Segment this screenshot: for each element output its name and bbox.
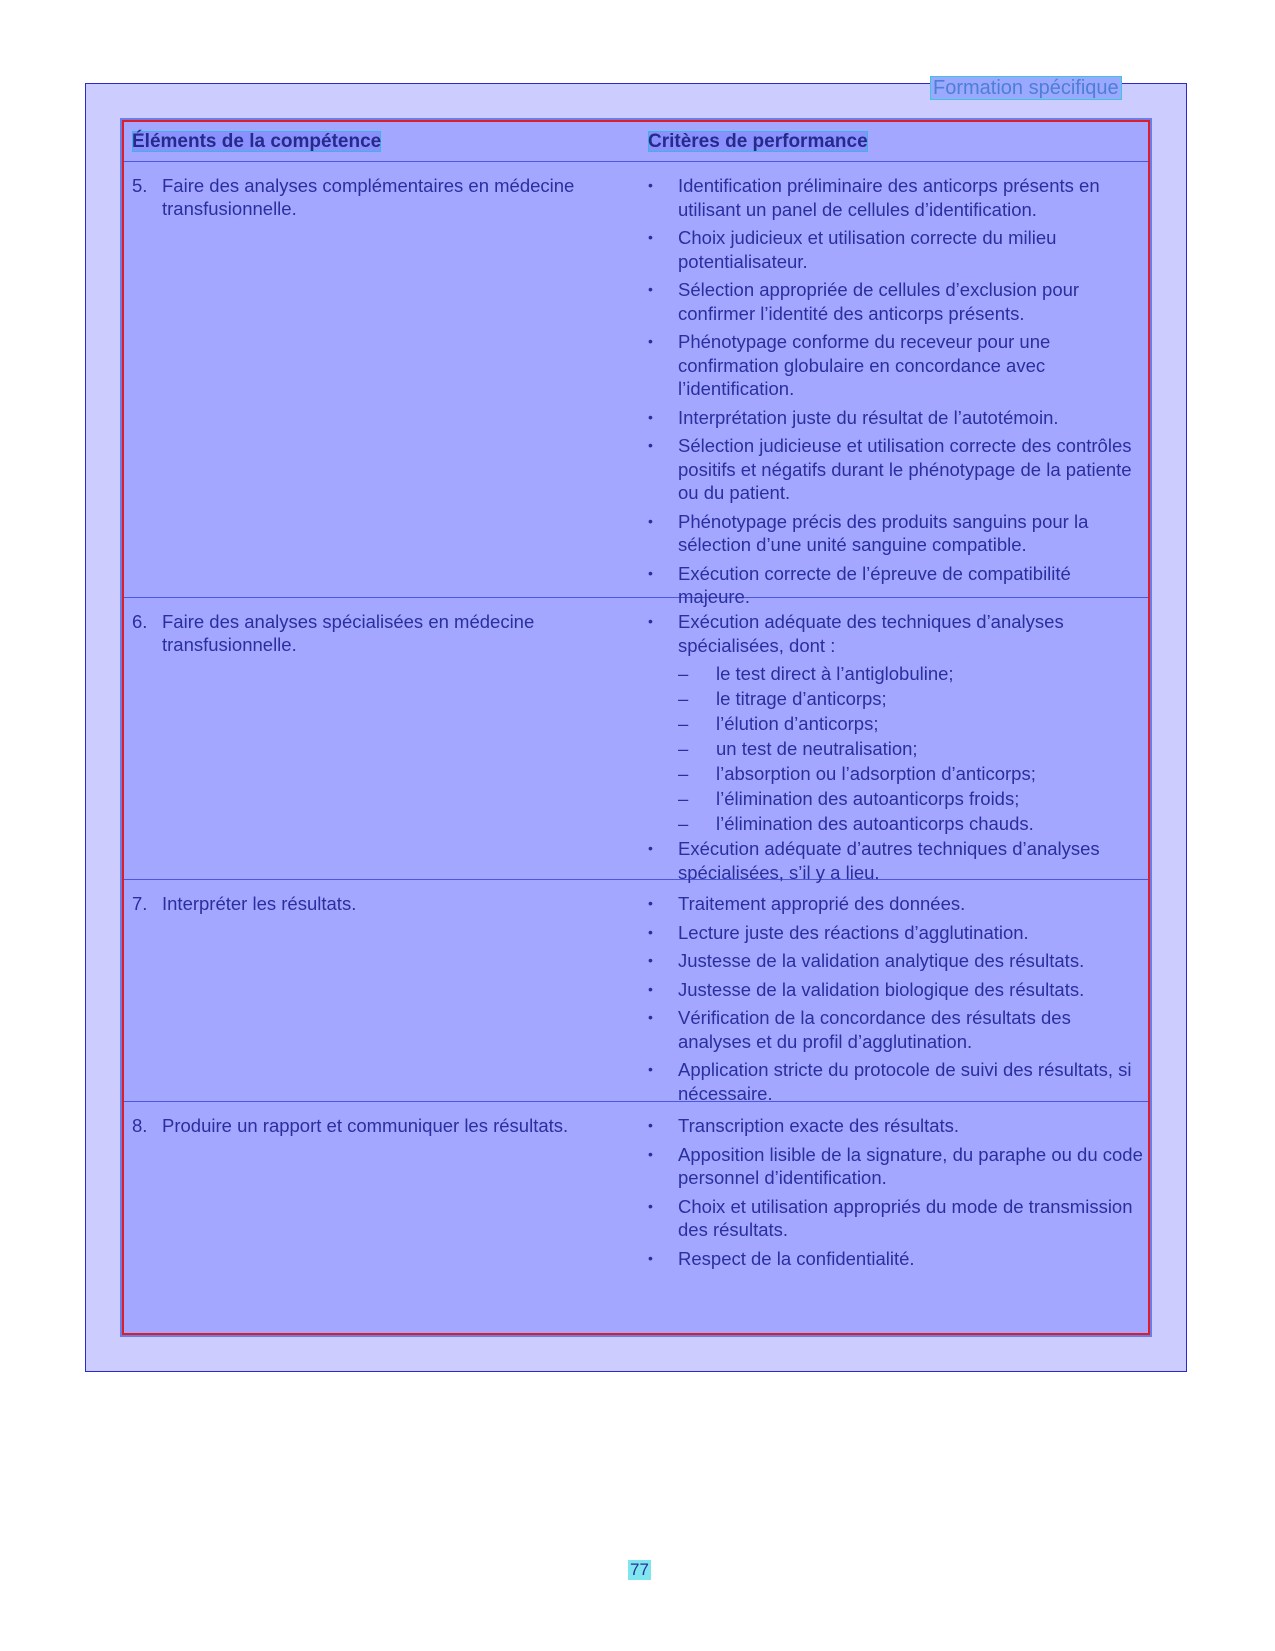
criterion-text: Apposition lisible de la signature, du paraphe ou du code personnel d’identification. <box>678 1143 1143 1188</box>
criterion-text: Lecture juste des réactions d’agglutination. <box>678 921 1029 943</box>
bullet-marker: • <box>648 512 653 529</box>
column-header-criteria: Critères de performance <box>648 131 868 152</box>
bullet-marker: • <box>648 1197 653 1214</box>
element-number: 5. <box>132 175 148 196</box>
criterion-subitem <box>648 687 1143 711</box>
table-header-row <box>124 122 1148 162</box>
criterion-item <box>648 278 1143 325</box>
criterion-text: Exécution adéquate des techniques d’analyses spécialisées, dont : <box>678 611 1064 656</box>
competence-element <box>132 174 632 220</box>
criterion-text: Choix et utilisation appropriés du mode de transmission des résultats. <box>678 1195 1133 1240</box>
element-text: Faire des analyses complémentaires en médecine transfusionnelle. <box>162 175 575 219</box>
bullet-marker: • <box>648 1009 653 1025</box>
criterion-subitem <box>648 787 1143 811</box>
bullet-marker: • <box>648 333 653 349</box>
bullet-marker: • <box>648 437 653 453</box>
criterion-text: un test de neutralisation; <box>716 738 918 759</box>
criterion-item <box>648 1006 1143 1053</box>
bullet-marker: • <box>648 564 653 581</box>
bullet-marker: • <box>648 613 653 629</box>
criterion-item <box>648 226 1143 273</box>
criterion-subitem <box>648 712 1143 736</box>
element-text: Interpréter les résultats. <box>162 893 357 914</box>
criterion-subitem <box>648 737 1143 761</box>
criterion-text: Interprétation juste du résultat de l’autotémoin. <box>678 406 1059 428</box>
criterion-item <box>648 1058 1143 1105</box>
bullet-marker: • <box>648 923 653 940</box>
criterion-text: Justesse de la validation biologique des résultats. <box>678 978 1085 1000</box>
competence-element <box>132 1114 632 1137</box>
criterion-item <box>648 174 1143 221</box>
bullet-marker: • <box>648 229 653 245</box>
dash-marker: – <box>678 713 689 734</box>
table-row <box>124 880 1148 1102</box>
bullet-marker: • <box>648 1249 653 1266</box>
dash-marker: – <box>678 813 689 834</box>
table-row <box>124 598 1148 883</box>
criterion-item <box>648 510 1143 557</box>
criterion-text: Vérification de la concordance des résultats des analyses et du profil d’agglutination. <box>678 1007 1071 1052</box>
criterion-item <box>648 330 1143 401</box>
page-number: 77 <box>630 1560 649 1579</box>
criterion-text: Traitement approprié des données. <box>678 893 966 914</box>
criterion-item <box>648 1143 1143 1190</box>
criterion-item <box>648 837 1143 884</box>
element-number: 7. <box>132 893 148 914</box>
criterion-item <box>648 1247 1143 1271</box>
criterion-subitem <box>648 662 1143 686</box>
criterion-item <box>648 1195 1143 1242</box>
element-text: Faire des analyses spécialisées en médecine transfusionnelle. <box>162 611 535 655</box>
criterion-item <box>648 1114 1143 1138</box>
performance-criteria <box>648 610 1143 889</box>
bullet-marker: • <box>648 1145 653 1162</box>
criterion-subitem <box>648 762 1143 786</box>
dash-marker: – <box>678 738 689 759</box>
bullet-marker: • <box>648 1117 653 1133</box>
competence-element <box>132 892 632 915</box>
table-row <box>124 162 1148 607</box>
criterion-item <box>648 406 1143 430</box>
dash-marker: – <box>678 763 689 784</box>
bullet-marker: • <box>648 952 653 968</box>
criterion-text: le test direct à l’antiglobuline; <box>716 663 954 684</box>
criterion-text: Justesse de la validation analytique des résultats. <box>678 950 1085 971</box>
criterion-item <box>648 892 1143 916</box>
dash-marker: – <box>678 688 689 709</box>
table-row <box>124 1102 1148 1332</box>
element-text: Produire un rapport et communiquer les résultats. <box>162 1115 569 1136</box>
criterion-subitem <box>648 812 1143 836</box>
section-title: Formation spécifique <box>930 76 1122 100</box>
criterion-text: le titrage d’anticorps; <box>716 688 887 709</box>
performance-criteria <box>648 892 1143 1110</box>
dash-marker: – <box>678 788 689 809</box>
bullet-marker: • <box>648 1061 653 1077</box>
bullet-marker: • <box>648 895 653 911</box>
criterion-text: Exécution adéquate d’autres techniques d’analyses spécialisées, s’il y a lieu. <box>678 838 1100 883</box>
criterion-text: l’absorption ou l’adsorption d’anticorps; <box>716 763 1036 784</box>
criterion-text: l’élution d’anticorps; <box>716 713 879 734</box>
criterion-text: Sélection judicieuse et utilisation correcte des contrôles positifs et négatifs durant le phénotypage de la patiente ou du patient. <box>678 435 1132 503</box>
criterion-item <box>648 978 1143 1002</box>
competence-table <box>122 120 1150 1335</box>
criterion-item <box>648 949 1143 973</box>
criterion-text: Exécution correcte de l’épreuve de compatibilité majeure. <box>678 562 1071 607</box>
performance-criteria <box>648 1114 1143 1275</box>
element-number: 6. <box>132 611 148 632</box>
bullet-marker: • <box>648 980 653 997</box>
criterion-text: Identification préliminaire des anticorps présents en utilisant un panel de cellules d’identification. <box>678 175 1100 220</box>
bullet-marker: • <box>648 408 653 425</box>
criterion-item <box>648 434 1143 505</box>
criterion-item <box>648 921 1143 945</box>
element-number: 8. <box>132 1115 148 1136</box>
criterion-text: Sélection appropriée de cellules d’exclusion pour confirmer l’identité des anticorps présents. <box>678 279 1080 324</box>
bullet-marker: • <box>648 840 653 856</box>
criterion-text: Phénotypage précis des produits sanguins pour la sélection d’une unité sanguine compatible. <box>678 510 1089 555</box>
bullet-marker: • <box>648 177 653 193</box>
criterion-item <box>648 610 1143 657</box>
criterion-text: l’élimination des autoanticorps chauds. <box>716 813 1034 834</box>
criterion-text: Respect de la confidentialité. <box>678 1247 915 1269</box>
criterion-text: l’élimination des autoanticorps froids; <box>716 788 1020 809</box>
column-header-elements: Éléments de la compétence <box>132 131 382 152</box>
criterion-text: Application stricte du protocole de suivi des résultats, si nécessaire. <box>678 1059 1132 1104</box>
criterion-text: Transcription exacte des résultats. <box>678 1115 960 1136</box>
criterion-text: Choix judicieux et utilisation correcte du milieu potentialisateur. <box>678 227 1057 272</box>
bullet-marker: • <box>648 281 653 297</box>
performance-criteria <box>648 174 1143 614</box>
dash-marker: – <box>678 663 689 684</box>
criterion-text: Phénotypage conforme du receveur pour une confirmation globulaire en concordance avec l’identification. <box>678 331 1051 399</box>
competence-element <box>132 610 632 656</box>
